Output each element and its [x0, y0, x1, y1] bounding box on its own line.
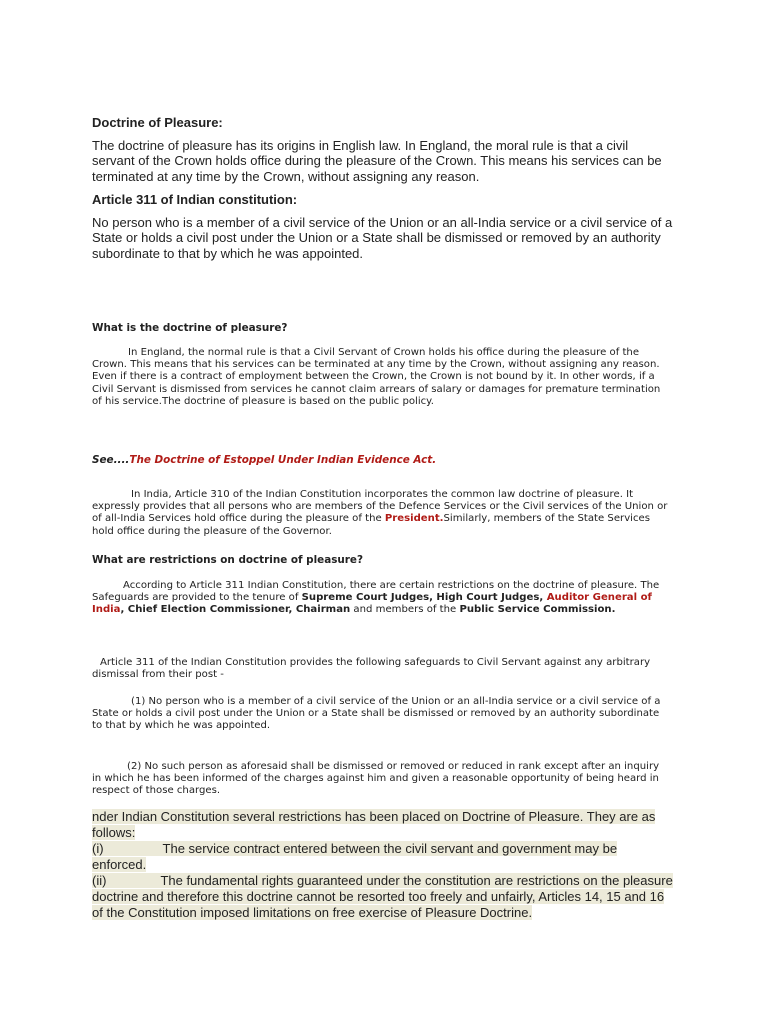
paragraph-safeguards: [92, 580, 670, 617]
paragraph-clause-1: (1) No person who is a member of a civil service of the Union or an all-India service or a civil service of a State or holds a civil post under the Union or a State shall be dismissed or removed by an authority subordinate to that by which he was appointed.: [92, 696, 661, 732]
safeguards-text-b: and members of the: [350, 604, 460, 616]
heading-doctrine-of-pleasure: Doctrine of Pleasure:: [92, 115, 223, 130]
safeguards-text-a: According to Article 311 Indian Constitution, there are certain restrictions on the doctrine of pleasure. The Safeguards are provided to the tenure of: [92, 580, 660, 604]
auditor-general-link[interactable]: Auditor General of India: [92, 592, 652, 616]
article-310-text-b: Similarly, members of the State Services hold office during the pleasure of the Governor.: [92, 513, 650, 537]
paragraph-doctrine-origins: The doctrine of pleasure has its origins in English law. In England, the moral rule is that a civil servant of the Crown holds office during the pleasure of the Crown. This means his services can be terminated at any time by the Crown, without assigning any reason.: [92, 138, 662, 184]
article-310-text-a: In India, Article 310 of the Indian Constitution incorporates the common law doctrine of pleasure. It expressly provides that all persons who are members of the Defence Services or the Civil services of the Union or of all-India Services hold office during the pleasure of the: [92, 489, 668, 525]
item-2-text: The fundamental rights guaranteed under the constitution are restrictions on the pleasure doctrine and therefore this doctrine cannot be resorted too freely and unfairly, Articles 14, 15 and 16 of the Constitution imposed limitations on free exercise of Pleasure Doctrine.: [92, 873, 673, 920]
safeguards-bold-a: Supreme Court Judges, High Court Judges,: [301, 592, 547, 604]
highlighted-restrictions-block: [92, 809, 674, 921]
heading-what-is-doctrine: What is the doctrine of pleasure?: [92, 322, 288, 334]
heading-restrictions: What are restrictions on doctrine of pleasure?: [92, 554, 364, 566]
paragraph-clause-2: (2) No such person as aforesaid shall be dismissed or removed or reduced in rank except after an inquiry in which he has been informed of the charges against him and given a reasonable opportunity of being heard in respect of those charges.: [92, 761, 660, 797]
paragraph-article-310: [92, 489, 670, 538]
highlighted-item-1: [92, 841, 617, 872]
see-also-line: [92, 454, 436, 466]
paragraph-article-311-safeguards: Article 311 of the Indian Constitution provides the following safeguards to Civil Servant against any arbitrary dismissal from their post -: [92, 657, 651, 681]
item-1-number: (i): [92, 841, 104, 856]
paragraph-england-rule: In England, the normal rule is that a Civil Servant of Crown holds his office during the pleasure of the Crown. This means that his services can be terminated at any time by the Crown, without assigning any reason. Even if there is a contract of employment between the Crown, the Crown is not bound by it. In other words, if a Civil Servant is dismissed from services he cannot claim arrears of salary or damages for premature termination of his service.The doctrine of pleasure is based on the public policy.: [92, 347, 661, 407]
see-prefix: See....: [92, 454, 130, 466]
president-link[interactable]: President.: [384, 513, 444, 525]
estoppel-link[interactable]: The Doctrine of Estoppel Under Indian Evidence Act.: [129, 454, 437, 466]
safeguards-bold-c: Public Service Commission.: [459, 604, 616, 616]
heading-article-311: Article 311 of Indian constitution:: [92, 192, 298, 207]
item-2-number: (ii): [92, 873, 107, 888]
paragraph-article-311: No person who is a member of a civil service of the Union or an all-India service or a civil service of a State or holds a civil post under the Union or a State shall be dismissed or removed by an authority subordinate to that by which he was appointed.: [92, 215, 673, 261]
safeguards-bold-b: , Chief Election Commissioner, Chairman: [120, 604, 351, 616]
highlighted-item-2: [92, 873, 673, 920]
item-1-text: The service contract entered between the civil servant and government may be enforced.: [92, 841, 618, 872]
highlighted-intro: nder Indian Constitution several restrictions has been placed on Doctrine of Pleasure. They are as follows:: [92, 809, 656, 840]
